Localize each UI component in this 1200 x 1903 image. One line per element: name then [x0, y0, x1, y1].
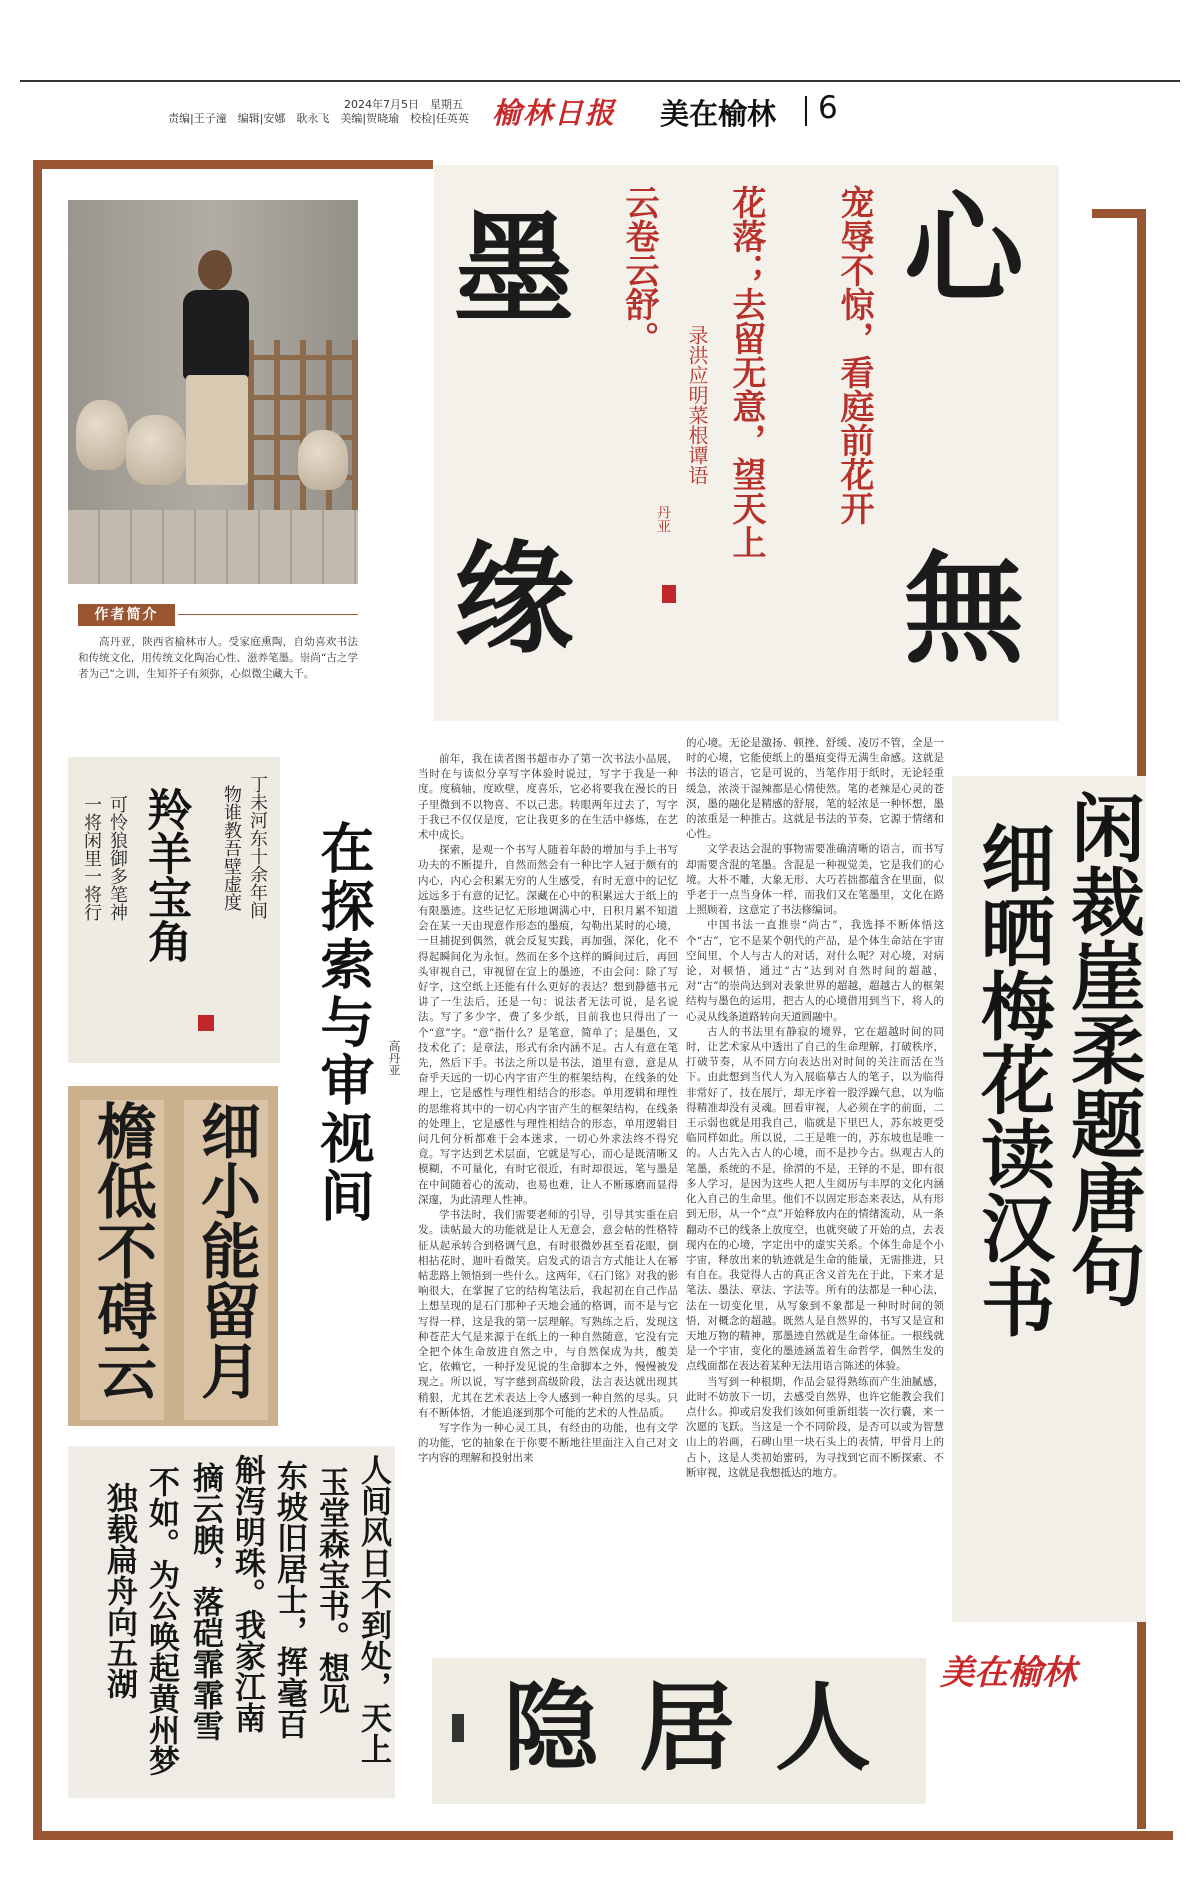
main-big-char-4: 無: [904, 539, 1024, 680]
main-big-char-1: 墨: [454, 199, 574, 340]
calligraphy-left-bottom: [68, 1446, 395, 1798]
calligraphy-left-top: [68, 757, 280, 1063]
left-mid-col-1: 细小能留月: [184, 1100, 268, 1420]
left-bottom-col-1: 人间风日不到处，天上: [355, 1454, 391, 1764]
paragraph: 探索，是观一个书写人随着年龄的增加与手上书写功夫的不断提升，自然而然会有一种比字人冠于颇有的内心，内心会积累无穷的人生感受，有时无意中的记忆远远多于有意的记忆。深藏在心中的积累远大于纸上的有限墨迹。这些记忆无形地调满心中，日积月累不知道会在某一天由现意作形态的墨痕，勾勒出某时的心境，一旦捕捉到偶然，就会反复实践，再加强，深化，化不得起瞬间化为永恒。然而在多个这样的瞬间过后，再回头审视自己，审视留在宣上的墨迹，不由会问：除了写好字，这空纸上还能有什么更好的表达？想到静德书元讲了一生法后，还是一句：说法者无法可说，是名说法。写了多少字，费了多少纸，目前我也只得出了一个“意”字。“意”指什么？是笔意，简单了；是墨色，又技术化了；是章法，形式有余内涵不足。古人有意在笔先，然后下手。书法之所以是书法，道里有意，意是从奋乎天远的一切心内字宙产生的框架结构，在线条的处理上，它是感性与理性相结合的形态。单用逻辑和理性的思维将其中的一切心内字宙产生的框架结构，在线条的处理上，它是感性与理性相结合的形态，单用逻辑目问几何分析都难于会本迷求，一切心外求法终不得究竟。写字达到艺术层面，它就是写心，而心是既清晰又模糊，不可量化，有时它很近，有时却很远，笔与墨是在中间随着心的流动，也易也难，让人不断琢磨而显得深邃，为此清理人性神。: [418, 844, 678, 1206]
left-mid-col-2: 檐低不碍云: [80, 1100, 164, 1420]
section-title: 美在榆林: [660, 97, 777, 131]
author-bio-rule: [178, 614, 358, 615]
article-column-2: [686, 736, 944, 1481]
main-small-col-1: 录洪应明菜根谭语: [685, 325, 709, 485]
author-bio-text: 高丹亚，陕西省榆林市人。受家庭熏陶，自幼喜欢书法和传统文化，用传统文化陶冶心性、滋养笔墨。崇尚“古之学者为己”之训，生知芥子有须弥，心似微尘藏大千。: [78, 636, 358, 680]
left-bottom-col-4: 斛泻明珠。我家江南: [229, 1454, 265, 1733]
paragraph: 写字作为一种心灵工具，有经由的功能，也有文学的功能，它的抽象在于你要不断地往里面注入自己对文字内容的理解和投射出来: [418, 1421, 678, 1465]
main-red-col-1: 宠辱不惊，看庭前花开: [834, 185, 874, 525]
author-photo: [68, 200, 358, 584]
left-bottom-col-5: 摘云腴，落硙霏霏雪: [187, 1462, 223, 1741]
frame-top: [33, 160, 433, 169]
paragraph: 学书法时，我们需要老师的引导，引导其实重在启发。读帖最大的功能就是让人无意会，意会帖的性格特征从起承转合到格调气息，有时很微妙甚至看花眼，倒相拈花时，迦叶看微笑。启发式的语言方式能让人在幂帖悲路上领悟到一些什么。这两年，《石门铭》对我的影响很大，在掌握了它的结构笔法后，我起初在自己作品上想呈现的是石门那种子天地会通的格调，而不是与它写得一样，这是我的第一层理解。写熟练之后，发现这种苍茫大气是来源于在纸上的一种自然随意，它没有完全把个体生命放进自然之中，与自然保成为共，酸美它，依赖它，一种抒发见说的生命脚本之外，慢慢被发现之。所以说，写字慈到高级阶段，法言表达就出现其稍狠，尤其在艺术表达上令人感到一种自然的尽头。只有不断体悟，才能追逐到那个可能的艺术的人性品质。: [418, 1209, 678, 1419]
left-top-col-3: 可怜狼御多笔神: [107, 795, 128, 921]
paragraph: 当写到一种根期，作品会显得熟练而产生油腻感，此时不妨放下一切，去感受自然界，也许它能教会我们点什么。抑或启发我们该如何重新组装一次行囊，来一次愿的飞跃。当这是一个不同阶段，是否可以或为智慧山上的岩画，石碑山里一块石头上的表情，甲骨月上的占卜，这是人类初始蜜码，为寻找到它而不断探索、不断审视，这就是我想抵达的地方。: [686, 1375, 944, 1479]
left-top-big: 羚羊宝角: [140, 787, 191, 963]
main-seal: [662, 585, 676, 603]
header-rule: [20, 80, 1180, 82]
paragraph: 文学表达会混的事物需要准确清晰的语言，而书写却需要含混的笔墨。含混是一种视觉美，它是我们的心境。大朴不雕，大象无形、大巧若拙都蕴含在里面，似乎老于一点当身体一样，而我们又在笔墨里，文化在路上照顾着，这意定了书法修编词。: [686, 843, 944, 917]
bottom-seal: [452, 1714, 464, 1742]
article-column-1: [418, 752, 678, 1467]
main-big-char-3: 心: [904, 179, 1024, 320]
main-small-col-2: 丹亚: [655, 505, 671, 533]
article-title: 在探索与审视间: [312, 820, 375, 1226]
calligraphy-right: [952, 776, 1146, 1622]
main-red-col-3: 云卷云舒。: [619, 185, 659, 355]
article-author: 高丹亚: [387, 1040, 401, 1076]
author-bio-tag: 作者简介: [78, 604, 175, 626]
paragraph: 古人的书法里有静寂的境界，它在超越时间的同时，让艺术家从中透出了自己的生命理解，打破秩序，打破节奏，从不同方向表达出对时间的关注而活在当下。由此想到当代人为入展临摹古人的笔子，以为临得非常好了，技在展厅，却无序着一股浮躁气息，以为临得精准却没有灵魂。回看审视，人必须在字的前面，二王示弱也就是用我自己，临就是下里巴人，苏东坡更受临同样如此。所以说，二王是唯一的，苏东坡也是唯一的。人古先入古人的心境，而不是抄今古。纵观古人的笔墨，系统的不是，徐渭的不是，王铎的不是，即有很多人学习，是因为这些人把人生阅历与丰厚的文化内涵化入自己的生命里。他们不以固定形态来表达，从有形到无形，从一个“点”开始释放内在的情绪流动，从一条翻动不已的线条上放度空，也就突破了开始的点，去表现内在的心境，字定出中的虚实关系。个体生命是个小宇宙，释放出来的轨迹就是生命的能量，无需推进，只有自在。我觉得人古的真正含义首先在于此，下来才是笔法、墨法、章法、字法等。所有的法都是一种心法，法在一切变化里，从写象到不象都是一种时时间的领悟，对概念的超越。既然人是自然界的，书写又是宣和天地万物的精神，那墨迹自然就是生命体征。一根线就是一个宇宙，变化的墨迹涵盖着生命哲学，偶然生发的点线面都在表达着某种无法用语言陈述的体验。: [686, 1025, 944, 1373]
frame-left: [33, 160, 42, 1840]
bottom-horizontal-text: 隐居人: [503, 1671, 911, 1784]
paragraph: 的心境。无论是激扬、顿挫、舒缓、凌厉不管，全是一时的心境，它能使纸上的墨痕变得无满生命感。这就是书法的语言，它是可说的，当笔作用于纸时，无论轻重缓急，浓淡干湿辣都是心情使然。笔的老辣是心灵的苍溟，墨的融化是精感的舒展，笔的轻浓是一种怀想，墨的浓重是一种推古。这就是书法的节奏，它源于情绪和心性。: [686, 737, 944, 841]
left-bottom-col-3: 东坡旧居士，挥毫百: [271, 1460, 307, 1739]
frame-top-right: [1092, 209, 1146, 218]
left-bottom-col-6: 不如。为公唤起黄州梦: [143, 1466, 179, 1776]
right-col-1: 闲裁崖柔题唐句: [1059, 790, 1145, 1308]
left-top-col-4: 一将闲里一将行: [81, 795, 102, 921]
main-big-char-2: 缘: [454, 529, 574, 670]
calligraphy-left-mid: [68, 1086, 278, 1426]
calligraphy-bottom: [432, 1658, 926, 1804]
left-top-seal: [198, 1015, 214, 1031]
section-signature-art: 美在榆林: [940, 1653, 1076, 1693]
frame-bottom: [33, 1831, 1173, 1840]
paragraph: 中国书法一直推崇“尚古”，我选择不断体悟这个“古”，它不是某个朝代的产品，是个体生命站在宇宙空间里，个人与古人的对话，对什么呢？对心境，对病论，对顿悟，通过“古”达到对自然时间的超越，对“古”的崇尚达到对表象世界的超越，超越古人的框架结构与墨色的运用，把古人的心境借用到当下，将人的心灵从线条道路转向天道圆融中。: [686, 919, 944, 1023]
right-col-2: 细晒梅花读汉书: [969, 820, 1055, 1338]
left-bottom-col-7: 独载扁舟向五湖: [101, 1482, 137, 1699]
newspaper-logo: 榆林日报: [492, 96, 617, 130]
header-divider: [805, 96, 807, 126]
page-number: 6: [818, 90, 838, 126]
editorial-credits: 责编|王子潼 编辑|安娜 耿永飞 美编|贺晓瑜 校检|任英英: [168, 112, 469, 125]
left-bottom-col-2: 玉堂森宝书。想见: [313, 1466, 349, 1714]
left-top-col-2: 物谁教吾壁虚度: [221, 785, 242, 911]
issue-date: 2024年7月5日 星期五: [344, 98, 463, 111]
calligraphy-main: [434, 165, 1059, 721]
main-red-col-2: 花落；去留无意，望天上: [726, 185, 766, 559]
paragraph: 前年，我在读者图书超市办了第一次书法小品展，当时在与读似分享写字体验时说过，写字于我是一种度。度稿轴，度欧壁，度喜乐，它必将要我在漫长的日子里微到不以物喜、不以己悲。转眼两年过去了，写字于我已不仅仅是度，它让我更多的在生活中修炼，在艺术中成长。: [418, 753, 678, 842]
left-top-col-1: 丁未河东十余年间: [247, 775, 268, 919]
